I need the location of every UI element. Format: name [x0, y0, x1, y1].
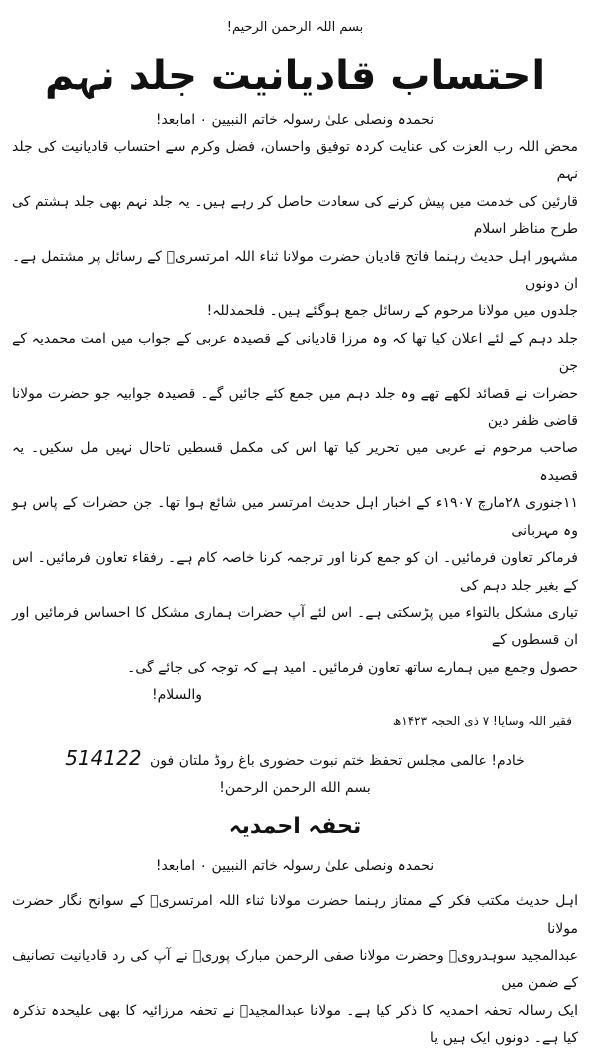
text-line: مشہور اہل حدیث رہنما فاتح قادیان حضرت مولانا ثناء اللہ امرتسریؒ کے رسائل پر مشتمل ہے۔ ان دونوں — [12, 248, 578, 293]
book-title: احتساب قادیانیت جلد نہم — [44, 53, 546, 99]
text-line: جلدوں میں مولانا مرحوم کے رسائل جمع ہوگئے ہیں۔ فلحمدللہ! — [206, 303, 578, 320]
text-line: اہل حدیث مکتب فکر کے ممتاز رہنما حضرت مولانا ثناء اللہ امرتسریؒ کے سوانح نگار حضرت مولانا — [12, 893, 578, 937]
text-line: محض اللہ رب العزت کی عنایت کردہ توفیق واحسان، فضل وکرم سے احتساب قادیانیت کی جلد نہم — [12, 139, 578, 183]
phone-number: 514122 — [65, 746, 142, 771]
intro-paragraph — [12, 134, 578, 326]
bismillah-heading-2: بسم الله الرحمن الرحمن! — [219, 780, 371, 797]
contact-line — [12, 746, 578, 776]
signoff-row — [12, 682, 578, 708]
text-line: ۱۱جنوری ۲۸مارچ ۱۹۰۷ء کے اخبار اہل حدیث امرتسر میں شائع ہوا تھا۔ جن حضرات کے پاس ہو وہ مہربانی — [12, 495, 579, 539]
contact-text: خادم! عالمی مجلس تحفظ ختم نبوت حضوری باغ روڈ ملتان فون — [150, 753, 525, 770]
text-line: جلد دہم کے لئے اعلان کیا تھا کہ وہ مرزا قادیانی کے قصیدہ عربی کے جواب میں امت محمدیہ کے جن — [12, 330, 578, 375]
text-line: حضرات نے قصائد لکھے تھے وہ جلد دہم میں جمع کئے جائیں گے۔ قصیدہ جوابیہ جو حضرت مولانا قاضی ظفر دین — [12, 385, 578, 430]
salutation-line: نحمدہ ونصلی علیٰ رسولہ خاتم النبیین ۰ امابعد! — [155, 112, 435, 128]
text-line: ایک رسالہ تحفہ احمدیہ کا ذکر کیا ہے۔ مولانا عبدالمجیدؒ نے تحفہ مرزائیہ کا بھی علیحدہ تذکرہ کیا ہے۔ دونوں ایک ہیں یا — [12, 1002, 578, 1047]
text-line: تیاری مشکل بالتواء میں پڑسکتی ہے۔ اس لئے آپ حضرات ہماری مشکل کا احساس فرمائیں اور ان قسطوں کے — [12, 604, 578, 649]
second-paragraph — [12, 326, 578, 682]
text-line: حصول وجمع میں ہمارے ساتھ تعاون فرمائیں۔ امید ہے کہ توجہ کی جائے گی۔ — [127, 659, 578, 676]
date-signature: فقیر اللہ وسایا! ۷ ذی الحجہ ۱۴۲۳ھ — [392, 714, 572, 729]
text-line: صاحب مرحوم نے عربی میں تحریر کیا تھا اس کی مکمل قسطیں تاحال نہیں مل سکیں۔ یہ قصیدہ — [12, 440, 578, 484]
bismillah-heading: بسم اللہ الرحمن الرحیم! — [226, 20, 364, 35]
closing-greeting: والسلام! — [152, 687, 203, 704]
section2-paragraph — [12, 888, 578, 1052]
text-line: عبدالمجید سوہدرویؒ وحضرت مولانا صفی الرحمن مبارک پوریؒ نے آپ کی رد قادیانیت تصانیف کے ضمن میں — [12, 947, 578, 992]
text-line: فرماکر تعاون فرمائیں۔ ان کو جمع کرنا اور ترجمہ کرنا خاصہ کام ہے۔ رفقاء تعاون فرمائیں۔ اس کے بغیر جلد دہم کی — [12, 550, 578, 594]
text-line: قارئین کی خدمت میں پیش کرنے کی سعادت حاصل کر رہے ہیں۔ یہ جلد نہم بھی جلد ہشتم کی طرح مناظر اسلام — [12, 193, 578, 238]
salutation-line-2: نحمدہ ونصلی علیٰ رسولہ خاتم النبیین ۰ امابعد! — [155, 858, 435, 875]
section-title: تحفہ احمدیہ — [228, 814, 362, 840]
